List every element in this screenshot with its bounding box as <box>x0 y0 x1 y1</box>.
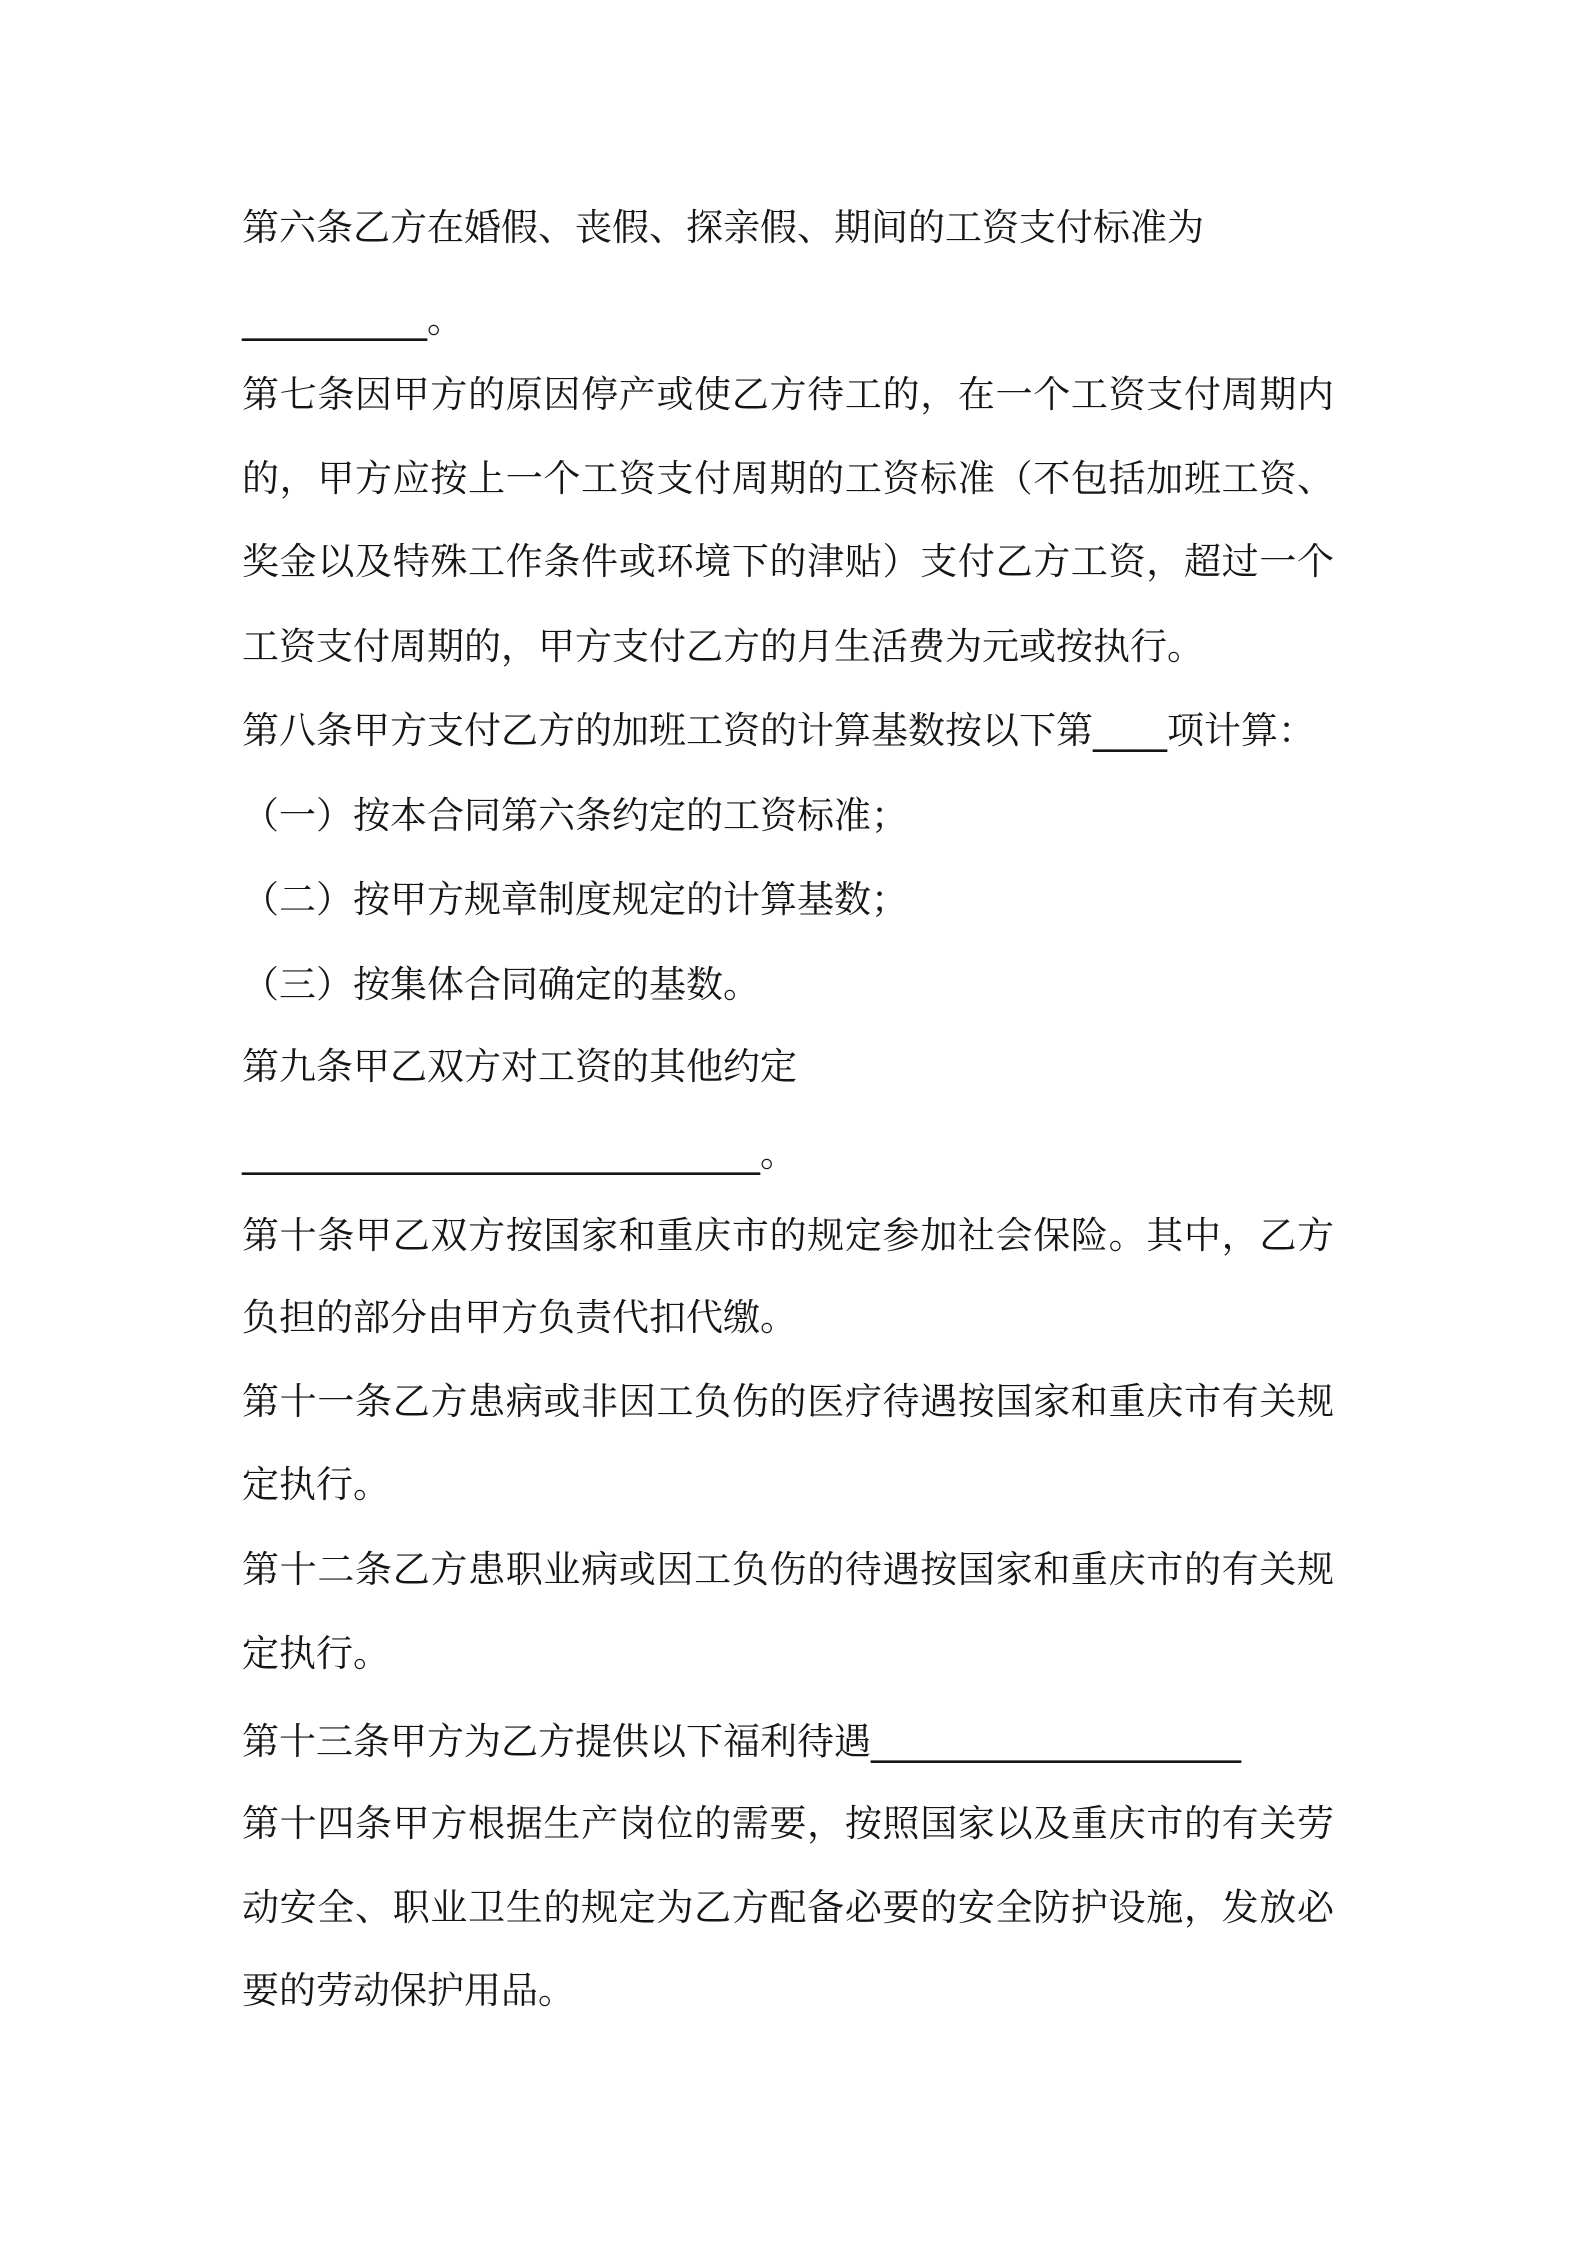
article-13-line-1: 第十三条甲方为乙方提供以下福利待遇____________________ <box>242 1720 1241 1763</box>
article-9-blank: ____________________________。 <box>242 1132 797 1175</box>
article-12-line-2: 定执行。 <box>242 1632 390 1675</box>
article-8-option-1: （一）按本合同第六条约定的工资标准； <box>242 794 908 837</box>
article-6-blank: __________。 <box>242 298 464 341</box>
article-14-line-3: 要的劳动保护用品。 <box>242 1969 575 2012</box>
article-8-line-1: 第八条甲方支付乙方的加班工资的计算基数按以下第____项计算： <box>242 709 1315 752</box>
article-9-line-1: 第九条甲乙双方对工资的其他约定 <box>242 1045 797 1088</box>
article-8-option-3: （三）按集体合同确定的基数。 <box>242 963 760 1006</box>
article-6-line-1: 第六条乙方在婚假、丧假、探亲假、期间的工资支付标准为 <box>242 206 1204 249</box>
article-10-line-2: 负担的部分由甲方负责代扣代缴。 <box>242 1296 797 1339</box>
article-14-line-2: 动安全、职业卫生的规定为乙方配备必要的安全防护设施，发放必 <box>242 1886 1334 1929</box>
article-10-line-1: 第十条甲乙双方按国家和重庆市的规定参加社会保险。其中，乙方 <box>242 1214 1334 1257</box>
article-11-line-2: 定执行。 <box>242 1463 390 1506</box>
article-11-line-1: 第十一条乙方患病或非因工负伤的医疗待遇按国家和重庆市有关规 <box>242 1380 1334 1423</box>
article-7-line-3: 奖金以及特殊工作条件或环境下的津贴）支付乙方工资，超过一个 <box>242 540 1334 583</box>
article-7-line-1: 第七条因甲方的原因停产或使乙方待工的，在一个工资支付周期内 <box>242 373 1334 416</box>
article-12-line-1: 第十二条乙方患职业病或因工负伤的待遇按国家和重庆市的有关规 <box>242 1548 1334 1591</box>
article-8-option-2: （二）按甲方规章制度规定的计算基数； <box>242 878 908 921</box>
article-14-line-1: 第十四条甲方根据生产岗位的需要，按照国家以及重庆市的有关劳 <box>242 1802 1334 1845</box>
article-7-line-2: 的，甲方应按上一个工资支付周期的工资标准（不包括加班工资、 <box>242 457 1334 500</box>
article-7-line-4: 工资支付周期的，甲方支付乙方的月生活费为元或按执行。 <box>242 625 1204 668</box>
